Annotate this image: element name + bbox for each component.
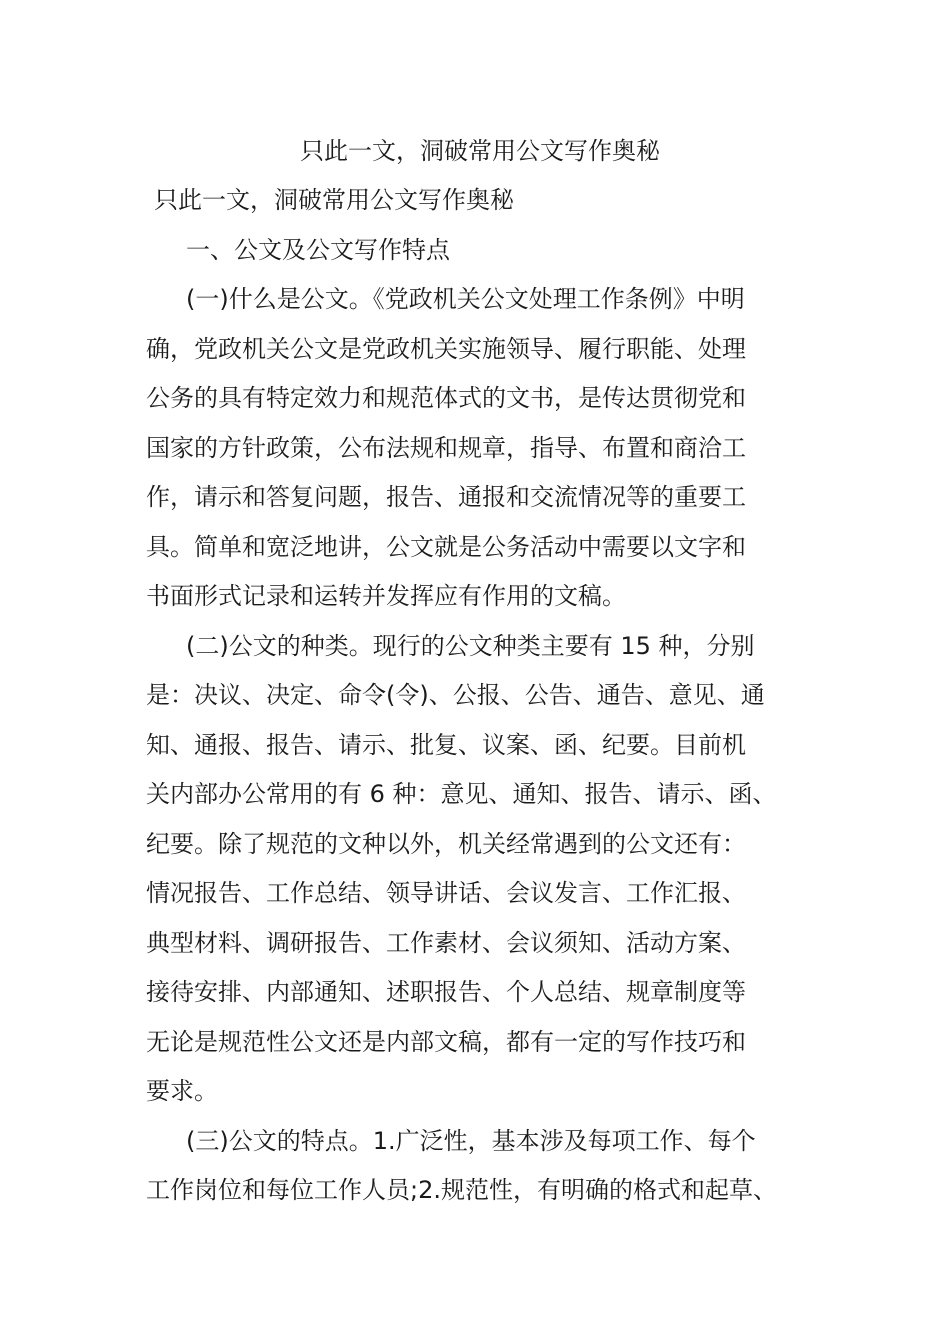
paragraph-line: 关内部办公常用的有 6 种：意见、通知、报告、请示、函、 xyxy=(146,780,777,808)
paragraph-line: 公务的具有特定效力和规范体式的文书，是传达贯彻党和 xyxy=(146,384,746,412)
paragraph-line: 确，党政机关公文是党政机关实施领导、履行职能、处理 xyxy=(146,334,746,363)
paragraph-line: 无论是规范性公文还是内部文稿，都有一定的写作技巧和 xyxy=(146,1027,746,1056)
document-body xyxy=(146,176,811,1216)
paragraph-line: 接待安排、内部通知、述职报告、个人总结、规章制度等 xyxy=(146,978,746,1006)
paragraph-line: (二)公文的种类。现行的公文种类主要有 15 种，分别 xyxy=(186,631,755,660)
paragraph-line: 纪要。除了规范的文种以外，机关经常遇到的公文还有： xyxy=(146,829,746,858)
document-title: 只此一文，洞破常用公文写作奥秘 xyxy=(300,137,660,165)
paragraph-line: 国家的方针政策，公布法规和规章，指导、布置和商洽工 xyxy=(146,433,746,462)
section-heading: 一、公文及公文写作特点 xyxy=(186,235,450,264)
paragraph-line: (三)公文的特点。1.广泛性，基本涉及每项工作、每个 xyxy=(186,1126,756,1155)
paragraph-line: 书面形式记录和运转并发挥应有作用的文稿。 xyxy=(146,582,626,610)
paragraph-line: 作，请示和答复问题，报告、通报和交流情况等的重要工 xyxy=(146,483,746,511)
paragraph-line: 具。简单和宽泛地讲，公文就是公务活动中需要以文字和 xyxy=(146,532,746,561)
paragraph-line: 要求。 xyxy=(146,1077,218,1105)
paragraph-line: 知、通报、报告、请示、批复、议案、函、纪要。目前机 xyxy=(146,730,746,759)
paragraph-line: (一)什么是公文。《党政机关公文处理工作条例》中明 xyxy=(186,285,745,313)
paragraph-line: 是：决议、决定、命令(令)、公报、公告、通告、意见、通 xyxy=(146,681,765,709)
paragraph-line: 情况报告、工作总结、领导讲话、会议发言、工作汇报、 xyxy=(146,879,746,907)
paragraph-line: 工作岗位和每位工作人员;2.规范性，有明确的格式和起草、 xyxy=(146,1176,777,1204)
document-subtitle: 只此一文，洞破常用公文写作奥秘 xyxy=(154,186,514,214)
paragraph-line: 典型材料、调研报告、工作素材、会议须知、活动方案、 xyxy=(146,928,746,957)
